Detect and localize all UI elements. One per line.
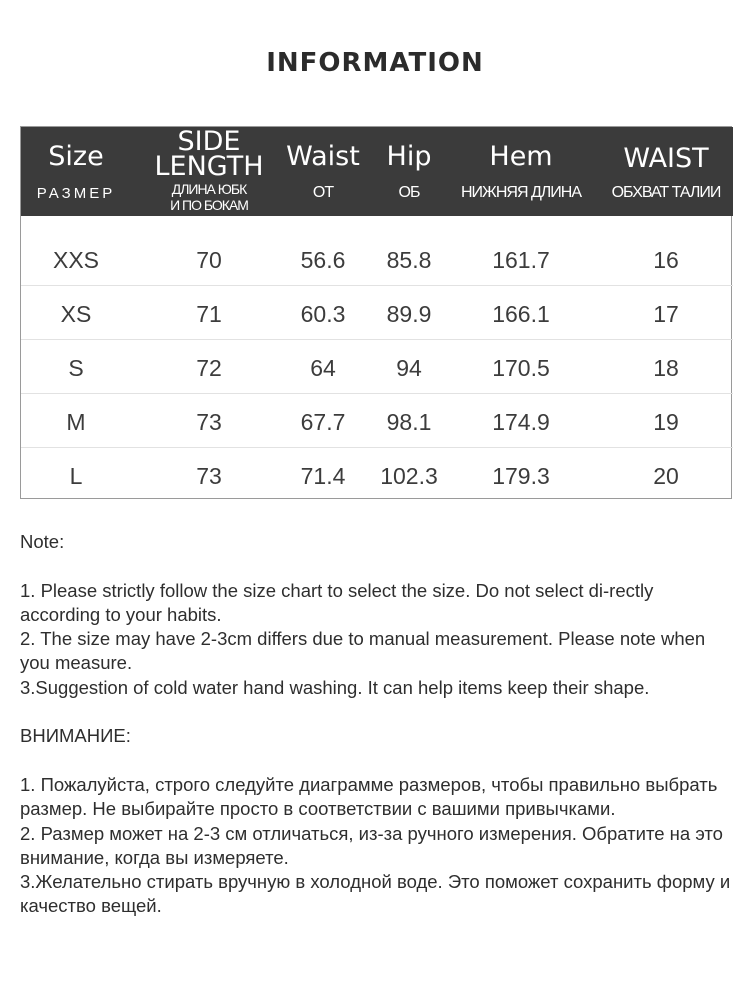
cell-waist: 71.4 [300,463,346,489]
table-row [21,450,733,502]
header-hip-sub: ОБ [398,184,420,201]
cell-side-length: 72 [196,355,222,381]
header-hem-label: Hem [489,141,553,172]
note-item-ru: 1. Пожалуйста, строго следуйте диаграмме размеров, чтобы правильно выбрать размер. Не выбирайте просто в соответствии с вашими привычками. [20,773,718,820]
cell-side-length: 71 [196,301,222,327]
header-size [21,127,131,216]
header-side-length-sub: ДЛИНА ЮБК И ПО БОКАМ [170,181,248,213]
note-item-en: 3.Suggestion of cold water hand washing. It can help items keep their shape. [20,676,650,698]
header-hem-sub: НИЖНЯЯ ДЛИНА [461,184,581,201]
note-item-ru: 2. Размер может на 2-3 см отличаться, из-за ручного измерения. Обратите на это внимание, когда вы измеряете. [20,822,723,868]
cell-side-length: 73 [196,463,222,489]
cell-hip: 85.8 [386,247,432,273]
row-divider [21,447,733,448]
cell-hem: 166.1 [492,301,550,327]
header-waist-label: Waist [286,141,360,172]
header-hip [371,127,447,216]
cell-size: L [69,463,83,489]
cell-waist: 60.3 [300,301,346,327]
cell-size: XXS [52,247,100,273]
cell-waist-circ: 18 [653,355,679,381]
cell-size: M [66,409,86,435]
note-item-en: 1. Please strictly follow the size chart to select the size. Do not select di-rectly according to your habits. [20,579,654,625]
header-size-sub: РАЗМЕР [36,185,116,202]
page-title: INFORMATION [266,48,484,78]
cell-hip: 98.1 [386,409,432,435]
notes-section [20,530,732,919]
cell-hip: 102.3 [380,463,438,489]
size-chart-table [20,126,732,499]
header-side-length-label: SIDE LENGTH [154,126,264,182]
row-divider [21,339,733,340]
cell-hip: 89.9 [386,301,432,327]
header-side-length [149,127,269,216]
table-row [21,288,733,340]
table-row [21,396,733,448]
header-waist-circ-sub: ОБХВАТ ТАЛИИ [611,184,721,201]
cell-size: XS [60,301,92,327]
cell-size: S [68,355,84,381]
cell-side-length: 73 [196,409,222,435]
table-row [21,234,733,286]
note-heading-en: Note: [20,531,65,552]
row-divider [21,285,733,286]
header-hem [451,127,591,216]
note-item-en: 2. The size may have 2-3cm differs due to manual measurement. Please note when you measure. [20,628,706,674]
note-heading-ru: ВНИМАНИЕ: [20,725,131,747]
cell-waist: 64 [310,355,336,381]
cell-hem: 170.5 [492,355,550,381]
header-hip-label: Hip [386,141,432,172]
note-item-ru: 3.Желательно стирать вручную в холодной воде. Это поможет сохранить форму и качество вещей. [20,871,731,917]
cell-hem: 179.3 [492,463,550,489]
header-waist-sub: ОТ [312,184,334,201]
cell-hem: 161.7 [492,247,550,273]
cell-waist-circ: 16 [653,247,679,273]
cell-hem: 174.9 [492,409,550,435]
row-divider [21,393,733,394]
cell-waist-circ: 17 [653,301,679,327]
cell-waist: 56.6 [300,247,346,273]
cell-side-length: 70 [196,247,222,273]
cell-waist: 67.7 [300,409,346,435]
header-waist-circ-label: WAIST [623,143,709,174]
header-waist-circ [601,127,731,216]
cell-waist-circ: 20 [653,463,679,489]
cell-hip: 94 [396,355,422,381]
cell-waist-circ: 19 [653,409,679,435]
table-header [21,127,733,216]
header-waist [279,127,367,216]
table-row [21,342,733,394]
header-size-label: Size [48,141,104,172]
